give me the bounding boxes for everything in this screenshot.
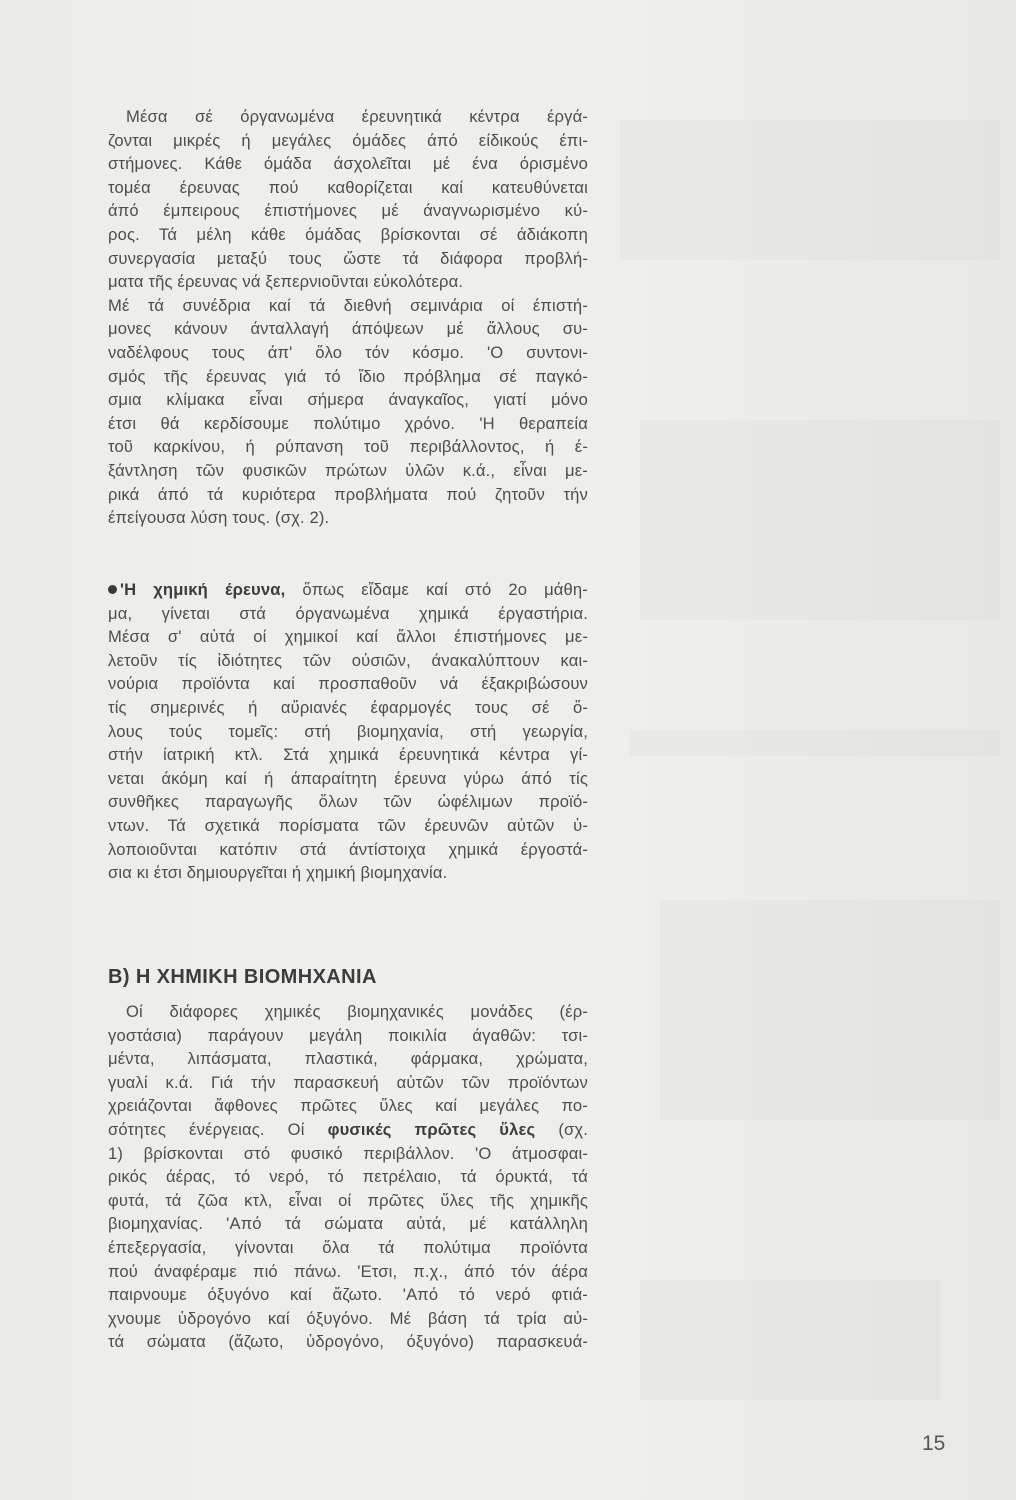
text-line: ματα τῆς έρευνας νά ξεπερνιοῦνται εὐκολότερα. bbox=[108, 272, 464, 292]
text-line: νεται άκόμη καί ή άπαραίτητη έρευνα γύρω άπό τίς bbox=[108, 768, 588, 788]
text-line: μονες κάνουν άνταλλαγή άπόψεων μέ ἄλλους συ- bbox=[108, 319, 588, 339]
text-fragment: ὅπως εἴδαμε καί στό 2ο μάθη- bbox=[285, 580, 588, 599]
text-line: έπείγουσα λύση τους. (σχ. 2). bbox=[108, 508, 330, 528]
text-line: άπό έμπειρους έπιστήμονες μέ άναγνωρισμένο κύ- bbox=[108, 201, 588, 221]
page-number: 15 bbox=[922, 1432, 946, 1455]
text-line: παιρνουμε όξυγόνο καί ἄζωτο. 'Από τό νερό φτιά- bbox=[108, 1285, 588, 1305]
text-line: χρειάζονται ἄφθονες πρῶτες ὕλες καί μεγάλες πο- bbox=[108, 1096, 588, 1116]
text-line: στήν ίατρική κτλ. Στά χημικά έρευνητικά κέντρα γί- bbox=[108, 745, 588, 765]
text-line: ζονται μικρές ή μεγάλες όμάδες άπό είδικούς έπι- bbox=[108, 130, 588, 150]
text-line: Μέσα σέ όργανωμένα έρευνητικά κέντρα έργά- bbox=[126, 107, 588, 126]
text-line: ρικά άπό τά κυριότερα προβλήματα πού ζητοῦν τήν bbox=[108, 484, 588, 504]
paragraph-research-centers bbox=[108, 105, 588, 530]
text-line: ρικός άέρας, τό νερό, τό πετρέλαιο, τά όρυκτά, τά bbox=[108, 1167, 588, 1187]
text-line: μέντα, λιπάσματα, πλαστικά, φάρμακα, χρώματα, bbox=[108, 1049, 588, 1069]
text-line: ξάντληση τῶν φυσικῶν πρώτων ὑλῶν κ.ά., εἶναι με- bbox=[108, 460, 588, 480]
text-line: λετοῦν τίς ἰδιότητες τῶν οὐσιῶν, άνακαλύπτουν και- bbox=[108, 650, 588, 670]
text-line: έτσι θά κερδίσουμε πολύτιμο χρόνο. 'Η θεραπεία bbox=[108, 413, 588, 433]
text-line: Μέσα σ' αὐτά οί χημικοί καί ἄλλοι έπιστήμονες με- bbox=[108, 627, 588, 647]
text-line: σια κι έτσι δημιουργεῖται ή χημική βιομηχανία. bbox=[108, 863, 448, 883]
text-line: συνθῆκες παραγωγῆς ὅλων τῶν ὠφέλιμων προϊό- bbox=[108, 792, 588, 812]
text-line: γοστάσια) παράγουν μεγάλη ποικιλία άγαθῶν: τσι- bbox=[108, 1025, 588, 1045]
term-natural-raw-materials: φυσικές πρῶτες ὕλες bbox=[327, 1119, 536, 1139]
text-fragment: (σχ. bbox=[535, 1119, 589, 1139]
text-line: συνεργασία μεταξύ τους ὥστε τά διάφορα προβλή- bbox=[108, 248, 588, 268]
text-line: μα, γίνεται στά όργανωμένα χημικά έργαστήρια. bbox=[108, 603, 588, 623]
text-line-bulleted bbox=[108, 578, 588, 602]
text-line: σμια κλίμακα εἶναι σήμερα άναγκαῖος, γιατί μόνο bbox=[108, 390, 588, 410]
text-line: τομέα έρευνας πού καθορίζεται καί κατευθύνεται bbox=[108, 177, 588, 197]
text-line: χνουμε ὑδρογόνο καί όξυγόνο. Μέ βάση τά τρία αὐ- bbox=[108, 1308, 588, 1328]
text-line: στήμονες. Κάθε όμάδα άσχολεῖται μέ ένα όρισμένο bbox=[108, 154, 588, 174]
text-line: νούρια προϊόντα καί προσπαθοῦν νά έξακριβώσουν bbox=[108, 674, 588, 694]
paragraph-chemical-industry bbox=[108, 1000, 588, 1354]
text-line: ναδέλφους τους άπ' ὅλο τόν κόσμο. 'Ο συντονι- bbox=[108, 342, 588, 362]
text-line: βιομηχανίας. 'Από τά σώματα αὐτά, μέ κατάλληλη bbox=[108, 1214, 588, 1234]
text-line: τοῦ καρκίνου, ή ρύπανση τοῦ περιβάλλοντος, ή έ- bbox=[108, 437, 588, 457]
text-line bbox=[108, 1118, 588, 1142]
bleed-through-area bbox=[600, 0, 1016, 1500]
text-fragment: σότητες ένέργειας. Οί bbox=[108, 1119, 328, 1139]
text-line: σμός τῆς έρευνας γιά τό ἴδιο πρόβλημα σέ παγκό- bbox=[108, 366, 588, 386]
text-line: 1) βρίσκονται στό φυσικό περιβάλλον. 'Ο άτμοσφαι- bbox=[108, 1143, 588, 1163]
bullet-icon bbox=[108, 585, 117, 594]
text-line: τά σώματα (ἄζωτο, ὑδρογόνο, όξυγόνο) παρασκευά- bbox=[108, 1332, 588, 1352]
text-line: έπεξεργασία, γίνονται ὅλα τά πολύτιμα προϊόντα bbox=[108, 1237, 588, 1257]
text-line: γυαλί κ.ά. Γιά τήν παρασκευή αὐτῶν τῶν προϊόντων bbox=[108, 1072, 588, 1092]
term-chemical-research: 'Η χημική έρευνα, bbox=[120, 580, 286, 599]
text-line: λοποιοῦνται κατόπιν στά άντίστοιχα χημικά έργοστά- bbox=[108, 839, 588, 859]
text-line: Μέ τά συνέδρια καί τά διεθνή σεμινάρια οί έπιστή- bbox=[108, 295, 588, 315]
section-heading: Β) Η ΧΗΜΙΚΗ ΒΙΟΜΗΧΑΝΙΑ bbox=[108, 966, 377, 988]
text-line: λους τούς τομεῖς: στή βιομηχανία, στή γεωργία, bbox=[108, 721, 588, 741]
text-line: τίς σημερινές ή αὔριανές έφαρμογές τους σέ ὅ- bbox=[108, 697, 588, 717]
text-line: φυτά, τά ζῶα κτλ, εἶναι οί πρῶτες ὕλες τῆς χημικῆς bbox=[108, 1190, 588, 1210]
text-line: Οί διάφορες χημικές βιομηχανικές μονάδες (έρ- bbox=[126, 1002, 588, 1021]
text-line: ρος. Τά μέλη κάθε όμάδας βρίσκονται σέ άδιάκοπη bbox=[108, 224, 588, 244]
text-line: πού άναφέραμε πιό πάνω. 'Ετσι, π.χ., άπό τόν άέρα bbox=[108, 1261, 588, 1281]
text-line: ντων. Τά σχετικά πορίσματα τῶν έρευνῶν αὐτῶν ὑ- bbox=[108, 815, 588, 835]
paragraph-chemical-research bbox=[108, 578, 588, 885]
